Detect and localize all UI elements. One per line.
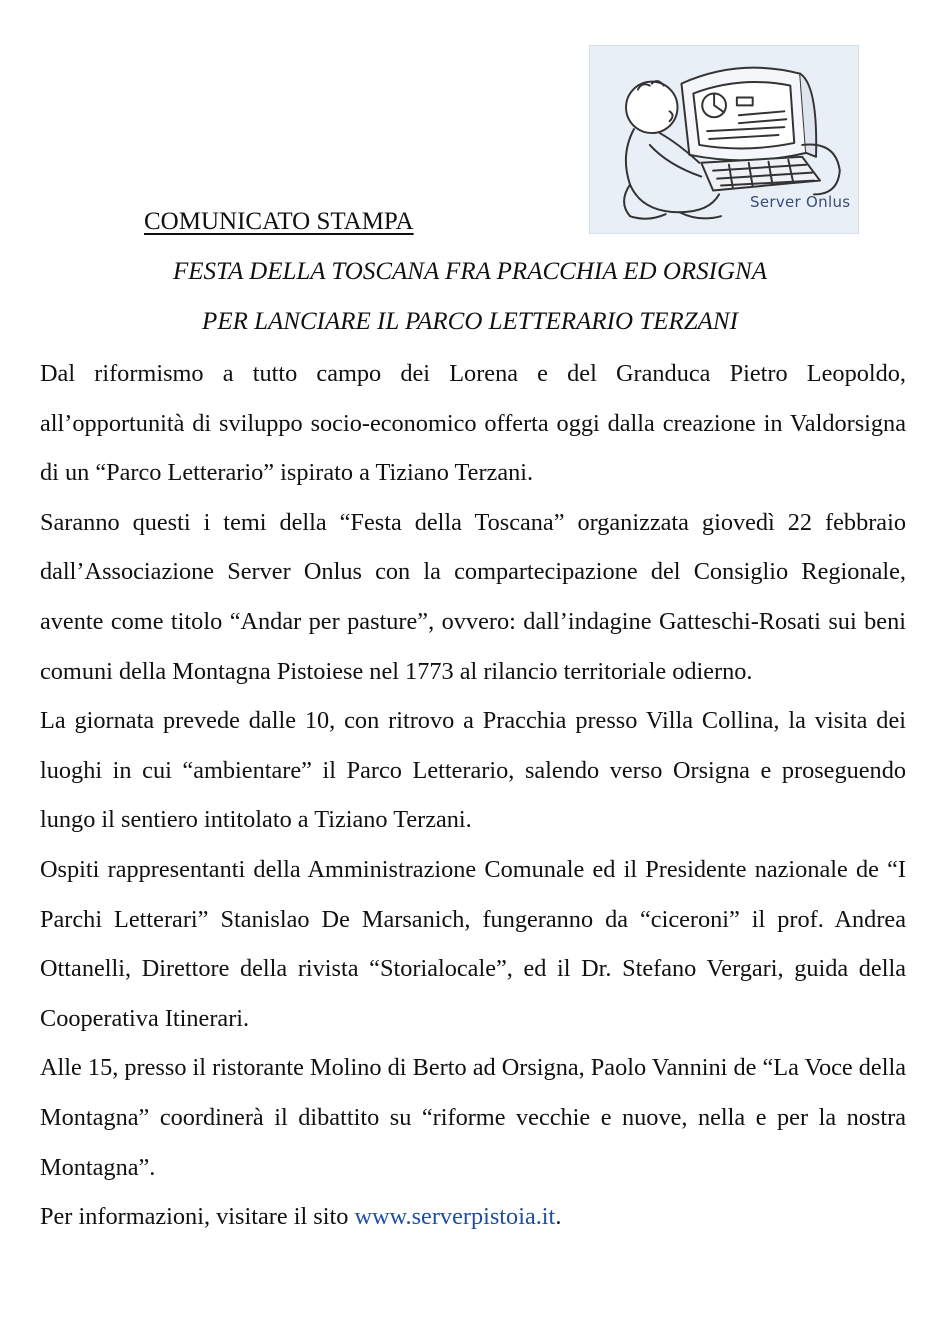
paragraph: Saranno questi i temi della “Festa della Toscana” organizzata giovedì 22 febbraio dall’Associazione Server Onlus con la compartecipazione del Consiglio Regionale, avente come titolo “Andar per pasture”, ovvero: dall’indagine Gatteschi-Rosati sui beni comuni della Montagna Pistoiese nel 1773 al rilancio territoriale odierno.	[40, 508, 906, 685]
page-heading: COMUNICATO STAMPA	[144, 208, 414, 235]
server-onlus-logo	[589, 45, 859, 234]
paragraph: La giornata prevede dalle 10, con ritrovo a Pracchia presso Villa Collina, la visita dei luoghi in cui “ambientare” il Parco Letterario, salendo verso Orsigna e proseguendo lungo il sentiero intitolato a Tiziano Terzani.	[40, 707, 906, 834]
info-paragraph	[40, 1192, 906, 1242]
press-release-body	[40, 349, 906, 1242]
subtitle-line-2: PER LANCIARE IL PARCO LETTERARIO TERZANI	[202, 308, 738, 335]
paragraph: Ospiti rappresentanti della Amministrazione Comunale ed il Presidente nazionale de “I Parchi Letterari” Stanislao De Marsanich, fungeranno da “ciceroni” il prof. Andrea Ottanelli, Direttore della rivista “Storialocale”, ed il Dr. Stefano Vergari, guida della Cooperativa Itinerari.	[40, 855, 906, 1032]
subtitle-line-1: FESTA DELLA TOSCANA FRA PRACCHIA ED ORSIGNA	[172, 258, 767, 285]
info-prefix: Per informazioni, visitare il sito	[40, 1203, 355, 1231]
paragraph: Alle 15, presso il ristorante Molino di Berto ad Orsigna, Paolo Vannini de “La Voce della Montagna” coordinerà il dibattito su “riforme vecchie e nuove, nella e per la nostra Montagna”.	[40, 1054, 906, 1181]
logo-label: Server Onlus	[750, 193, 851, 211]
paragraph: Dal riformismo a tutto campo dei Lorena e del Granduca Pietro Leopoldo, all’opportunità di sviluppo socio-economico offerta oggi dalla creazione in Valdorsigna di un “Parco Letterario” ispirato a Tiziano Terzani.	[40, 360, 906, 487]
website-link[interactable]: www.serverpistoia.it	[354, 1203, 556, 1231]
info-suffix: .	[555, 1203, 562, 1231]
